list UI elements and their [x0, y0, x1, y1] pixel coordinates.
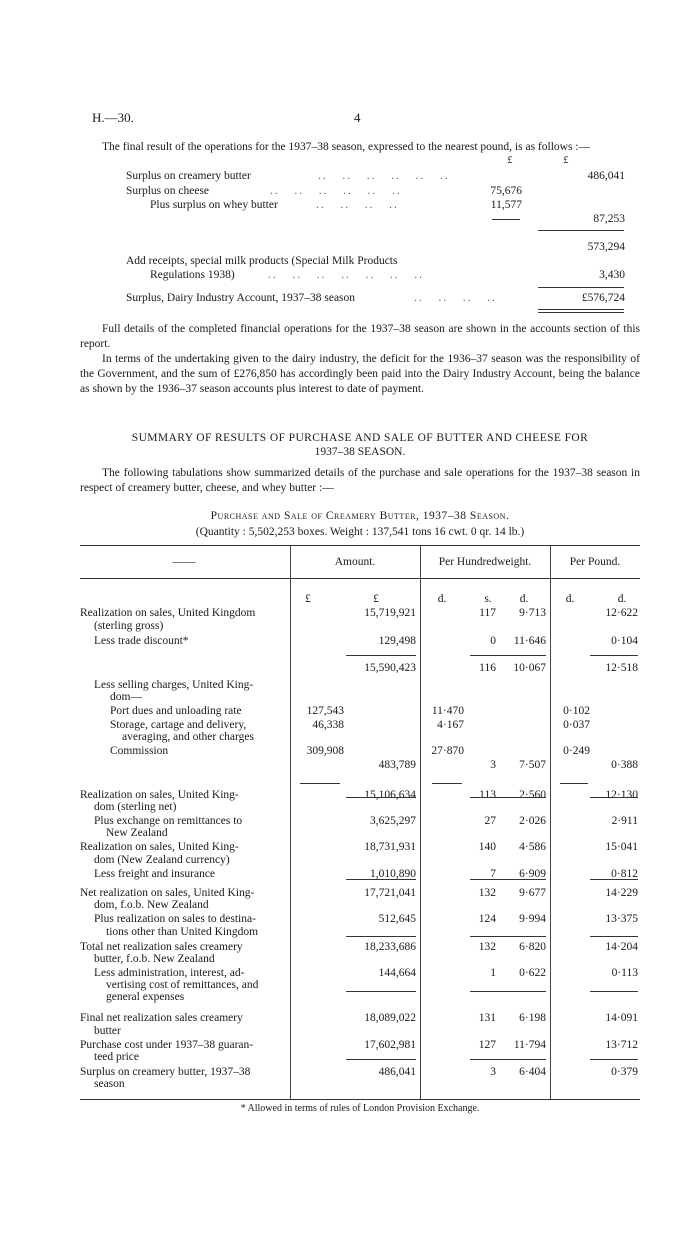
header-per-pound: Per Pound.: [569, 556, 621, 568]
row-label: Plus realization on sales to destina-: [94, 913, 256, 925]
unit-pence-2: d.: [519, 593, 529, 605]
row-cwt-shillings: 3: [490, 759, 496, 771]
row-label: season: [94, 1078, 125, 1090]
rule: [470, 879, 546, 880]
row-label: vertising cost of remittances, and: [106, 979, 259, 991]
row-per-lb-2: 14·204: [605, 941, 638, 953]
column-divider: [290, 546, 291, 1099]
row-per-lb-1: 0·249: [563, 745, 590, 757]
row-cwt-pence-2: 2·560: [519, 789, 546, 801]
whey-surplus-label: Plus surplus on whey butter: [150, 199, 278, 211]
summary-heading-line1: SUMMARY OF RESULTS OF PURCHASE AND SALE OF BUTTER AND CHEESE FOR: [131, 432, 589, 444]
row-cwt-pence-2: 7·507: [519, 759, 546, 771]
rule: [470, 936, 546, 937]
row-amount-2: 483,789: [378, 759, 416, 771]
row-amount-2: 18,731,931: [364, 841, 416, 853]
rule: [590, 991, 638, 992]
row-label: New Zealand: [106, 827, 168, 839]
row-label: (sterling gross): [94, 620, 164, 632]
rule: [538, 309, 624, 310]
row-per-lb-2: 13·712: [605, 1039, 638, 1051]
surplus-dairy-label: Surplus, Dairy Industry Account, 1937–38 season: [126, 292, 356, 304]
row-cwt-pence-1: 27·870: [431, 745, 464, 757]
row-label: Total net realization sales creamery: [80, 941, 243, 953]
row-label: butter, f.o.b. New Zealand: [94, 953, 215, 965]
row-cwt-shillings: 132: [478, 941, 496, 953]
row-label: Purchase cost under 1937–38 guaran-: [80, 1039, 254, 1051]
row-per-lb-2: 14·091: [605, 1012, 638, 1024]
row-amount-2: 15,719,921: [364, 607, 416, 619]
header-per-hundredweight: Per Hundredweight.: [438, 556, 532, 568]
row-per-lb-2: 0·388: [611, 759, 638, 771]
row-cwt-pence-2: 10·067: [513, 662, 546, 674]
rule: [538, 230, 624, 231]
rule: [300, 783, 340, 784]
row-amount-2: 512,645: [378, 913, 416, 925]
row-cwt-shillings: 127: [478, 1039, 496, 1051]
leader-dots: .. .. .. .. .. .. ..: [268, 269, 424, 281]
cheese-surplus-value: 75,676: [490, 185, 522, 197]
paragraph-deficit: In terms of the undertaking given to the dairy industry, the deficit for the 1936–37 season was the responsibility of the Government, and the sum of £276,850 has accordingly been paid into the Dairy Industry Account, being the balance as shown by the 1936–37 season accounts plus interest to date of payment.: [80, 353, 640, 395]
row-label: Net realization on sales, United King-: [80, 887, 255, 899]
unit-per-lb-2: d.: [617, 593, 627, 605]
table-bottom-rule: [80, 1099, 640, 1100]
page-reference: H.—30.: [92, 110, 134, 125]
row-label: Final net realization sales creamery: [80, 1012, 243, 1024]
row-amount-2: 129,498: [378, 635, 416, 647]
row-label: tions other than United Kingdom: [106, 926, 259, 938]
row-label: Realization on sales, United King-: [80, 789, 239, 801]
rule: [492, 219, 520, 220]
rule: [470, 655, 546, 656]
row-per-lb-2: 15·041: [605, 841, 638, 853]
row-amount-2: 1,010,890: [370, 868, 416, 880]
rule: [538, 287, 624, 288]
row-cwt-shillings: 132: [478, 887, 496, 899]
rule: [346, 797, 416, 798]
row-amount-1: 46,338: [312, 719, 344, 731]
rule: [470, 1059, 546, 1060]
rule: [432, 783, 462, 784]
rule: [470, 991, 546, 992]
cheese-surplus-label: Surplus on cheese: [126, 185, 210, 197]
row-cwt-pence-2: 9·713: [519, 607, 546, 619]
row-cwt-shillings: 131: [478, 1012, 496, 1024]
row-label: Commission: [110, 745, 169, 757]
row-per-lb-1: 0·037: [563, 719, 590, 731]
cheese-total-value: 87,253: [593, 213, 625, 225]
row-amount-2: 17,721,041: [364, 887, 416, 899]
unit-per-lb-1: d.: [565, 593, 575, 605]
special-milk-label-line1: Add receipts, special milk products (Special Milk Products: [126, 255, 398, 267]
row-cwt-shillings: 124: [478, 913, 496, 925]
row-cwt-pence-2: 4·586: [519, 841, 546, 853]
row-cwt-shillings: 27: [484, 815, 496, 827]
surplus-dairy-value: £576,724: [581, 292, 625, 304]
row-per-lb-2: 0·104: [611, 635, 638, 647]
row-label: Less freight and insurance: [94, 868, 216, 880]
row-label: butter: [94, 1025, 121, 1037]
page-number: 4: [354, 110, 361, 125]
unit-pence-1: d.: [437, 593, 447, 605]
rule: [538, 312, 624, 313]
col-head-pounds-2: £: [563, 155, 569, 166]
row-label: Less administration, interest, ad-: [94, 967, 245, 979]
row-cwt-pence-2: 6·820: [519, 941, 546, 953]
paragraph-accounts: Full details of the completed financial operations for the 1937–38 season are shown in the accounts section of this report.: [80, 323, 640, 350]
whey-surplus-value: 11,577: [490, 199, 522, 211]
row-cwt-pence-2: 11·646: [513, 635, 546, 647]
row-amount-2: 18,089,022: [364, 1012, 416, 1024]
rule: [560, 783, 588, 784]
column-divider: [550, 546, 551, 1099]
row-amount-2: 486,041: [378, 1066, 416, 1078]
row-label: Storage, cartage and delivery,: [110, 719, 247, 731]
row-label: Realization on sales, United King-: [80, 841, 239, 853]
col-head-pounds-1: £: [507, 155, 513, 166]
leader-dots: .. .. .. ..: [414, 292, 497, 304]
row-amount-2: 17,602,981: [364, 1039, 416, 1051]
unit-pounds-1: £: [305, 593, 311, 605]
row-cwt-pence-2: 0·622: [519, 967, 546, 979]
rule: [590, 1059, 638, 1060]
butter-surplus-value: 486,041: [587, 170, 625, 182]
row-per-lb-2: 12·518: [605, 662, 638, 674]
summary-heading-line2: 1937–38 SEASON.: [314, 446, 406, 458]
rule: [590, 655, 638, 656]
leader-dots: .. .. .. .. .. ..: [270, 185, 402, 197]
row-cwt-pence-2: 2·026: [519, 815, 546, 827]
row-amount-2: 15,106,634: [364, 789, 416, 801]
table-header-rule: [80, 578, 640, 579]
row-label: general expenses: [106, 991, 185, 1003]
row-label: dom (New Zealand currency): [94, 854, 230, 866]
unit-pounds-2: £: [373, 593, 379, 605]
row-label: Less selling charges, United King-: [94, 679, 254, 691]
header-label-dash: ——: [172, 556, 196, 568]
row-cwt-shillings: 140: [478, 841, 496, 853]
row-cwt-shillings: 113: [479, 789, 496, 801]
row-per-lb-2: 2·911: [611, 815, 638, 827]
table-top-rule: [80, 545, 640, 546]
row-cwt-shillings: 7: [490, 868, 496, 880]
row-label: teed price: [94, 1051, 140, 1063]
row-amount-2: 144,664: [378, 967, 416, 979]
row-cwt-pence-2: 6·909: [519, 868, 546, 880]
row-cwt-pence-1: 11·470: [431, 705, 464, 717]
row-cwt-shillings: 116: [479, 662, 496, 674]
row-cwt-shillings: 3: [490, 1066, 496, 1078]
table-title: Purchase and Sale of Creamery Butter, 1937–38 Season.: [210, 510, 510, 522]
subtotal-value: 573,294: [587, 241, 625, 253]
rule: [346, 1059, 416, 1060]
row-per-lb-2: 0·379: [611, 1066, 638, 1078]
row-cwt-pence-2: 9·677: [519, 887, 546, 899]
row-per-lb-2: 0·113: [611, 967, 638, 979]
leader-dots: .. .. .. ..: [316, 199, 399, 211]
row-cwt-pence-2: 11·794: [513, 1039, 546, 1051]
table-quantity: (Quantity : 5,502,253 boxes. Weight : 137,541 tons 16 cwt. 0 qr. 14 lb.): [195, 526, 525, 538]
row-label: Plus exchange on remittances to: [94, 815, 243, 827]
header-amount: Amount.: [334, 556, 376, 568]
row-cwt-pence-1: 4·167: [437, 719, 464, 731]
summary-intro: The following tabulations show summarized details of the purchase and sale operations for the 1937–38 season in respect of creamery butter, cheese, and whey butter :—: [80, 467, 640, 494]
row-per-lb-2: 14·229: [605, 887, 638, 899]
rule: [346, 936, 416, 937]
row-label: dom, f.o.b. New Zealand: [94, 899, 209, 911]
row-label: dom (sterling net): [94, 801, 177, 813]
unit-shillings: s.: [484, 593, 492, 605]
special-milk-value: 3,430: [599, 269, 625, 281]
row-cwt-pence-2: 6·404: [519, 1066, 546, 1078]
rule: [346, 991, 416, 992]
table-footnote: * Allowed in terms of rules of London Provision Exchange.: [240, 1103, 480, 1114]
row-cwt-shillings: 1: [490, 967, 496, 979]
row-amount-2: 3,625,297: [370, 815, 416, 827]
row-label: dom—: [110, 691, 142, 703]
column-divider: [420, 546, 421, 1099]
row-cwt-pence-2: 9·994: [519, 913, 546, 925]
row-per-lb-1: 0·102: [563, 705, 590, 717]
row-label: Realization on sales, United Kingdom: [80, 607, 256, 619]
special-milk-label-line2: Regulations 1938): [150, 269, 235, 281]
rule: [590, 936, 638, 937]
butter-surplus-label: Surplus on creamery butter: [126, 170, 251, 182]
rule: [346, 655, 416, 656]
row-label: Surplus on creamery butter, 1937–38: [80, 1066, 251, 1078]
intro-paragraph: The final result of the operations for the 1937–38 season, expressed to the nearest pound, is as follows :—: [102, 141, 590, 153]
row-amount-2: 15,590,423: [364, 662, 416, 674]
rule: [590, 879, 638, 880]
row-label: Less trade discount*: [94, 635, 189, 647]
row-per-lb-2: 12·622: [605, 607, 638, 619]
leader-dots: .. .. .. .. .. ..: [318, 170, 450, 182]
row-amount-1: 309,908: [306, 745, 344, 757]
row-cwt-shillings: 117: [479, 607, 496, 619]
rule: [346, 879, 416, 880]
row-cwt-pence-2: 6·198: [519, 1012, 546, 1024]
row-cwt-shillings: 0: [490, 635, 496, 647]
row-amount-2: 18,233,686: [364, 941, 416, 953]
row-per-lb-2: 12·130: [605, 789, 638, 801]
row-amount-1: 127,543: [306, 705, 344, 717]
rule: [590, 797, 638, 798]
row-label: Port dues and unloading rate: [110, 705, 242, 717]
row-per-lb-2: 13·375: [605, 913, 638, 925]
rule: [470, 797, 546, 798]
row-label: averaging, and other charges: [122, 731, 254, 743]
row-per-lb-2: 0·812: [611, 868, 638, 880]
